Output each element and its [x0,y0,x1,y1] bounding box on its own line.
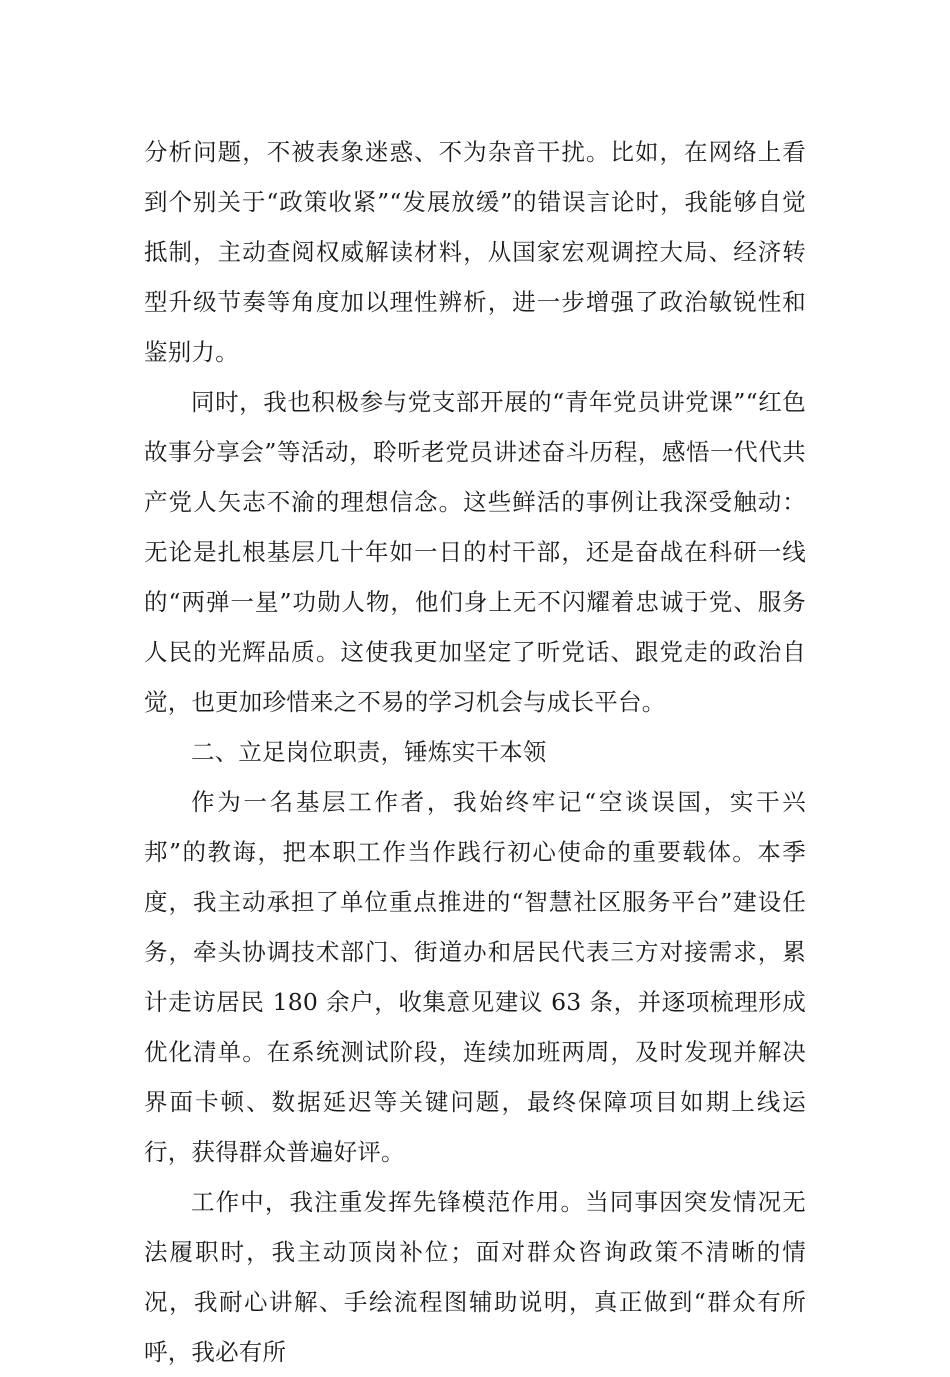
paragraph-party-activities: 同时，我也积极参与党支部开展的“青年党员讲党课”“红色故事分享会”等活动，聆听老党员讲述奋斗历程，感悟一代代共产党人矢志不渝的理想信念。这些鲜活的事例让我深受触动：无论是扎根基层几十年如一日的村干部，还是奋战在科研一线的“两弹一星”功勋人物，他们身上无不闪耀着忠诚于党、服务人民的光辉品质。这使我更加坚定了听党话、跟党走的政治自觉，也更加珍惜来之不易的学习机会与成长平台。 [144,388,806,716]
paragraph-continued: 分析问题，不被表象迷惑、不为杂音干扰。比如，在网络上看到个别关于“政策收紧”“发展放缓”的错误言论时，我能够自觉抵制，主动查阅权威解读材料，从国家宏观调控大局、经济转型升级节奏等角度加以理性辨析，进一步增强了政治敏锐性和鉴别力。 [144,138,806,366]
paragraph-vanguard-role: 工作中，我注重发挥先锋模范作用。当同事因突发情况无法履职时，我主动顶岗补位；面对群众咨询政策不清晰的情况，我耐心讲解、手绘流程图辅助说明，真正做到“群众有所呼，我必有所 [144,1188,806,1366]
section-heading-2: 二、立足岗位职责，锤炼实干本领 [191,738,547,766]
document-body [144,127,806,1377]
paragraph-work-duties: 作为一名基层工作者，我始终牢记“空谈误国，实干兴邦”的教诲，把本职工作当作践行初心使命的重要载体。本季度，我主动承担了单位重点推进的“智慧社区服务平台”建设任务，牵头协调技术部门、街道办和居民代表三方对接需求，累计走访居民 180 余户，收集意见建议 63 条，并逐项梳理形成优化清单。在系统测试阶段，连续加班两周，及时发现并解决界面卡顿、数据延迟等关键问题，最终保障项目如期上线运行，获得群众普遍好评。 [144,788,806,1166]
